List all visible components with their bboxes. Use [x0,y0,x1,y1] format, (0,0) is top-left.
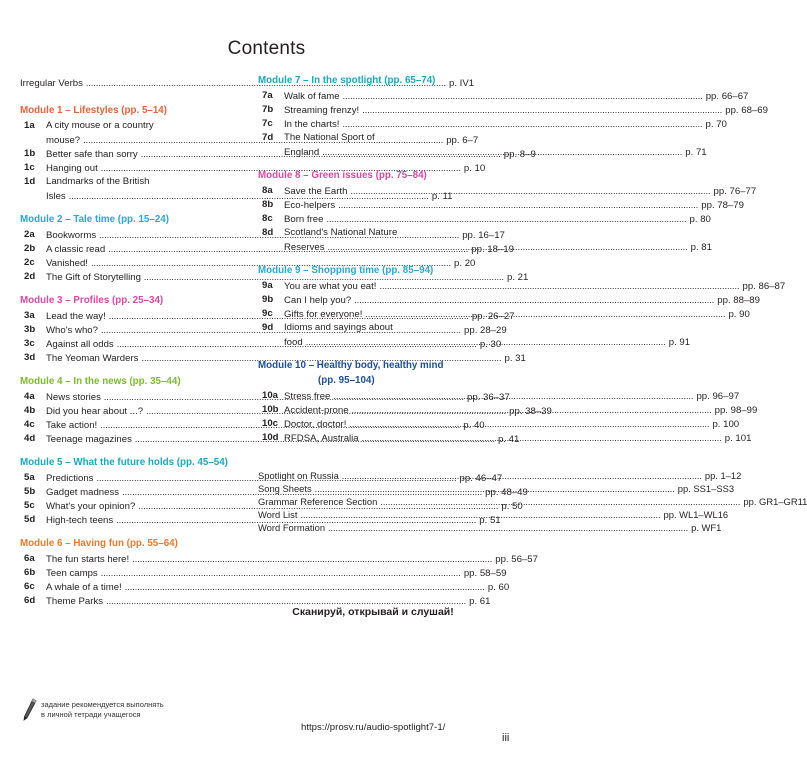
module-heading[interactable] [258,359,484,373]
module-heading[interactable] [20,104,243,118]
entry-title: Grammar Reference Section [258,496,378,507]
unit-number: 2d [24,271,36,282]
unit-title: Landmarks of the British [46,176,150,187]
unit-row[interactable] [20,594,491,608]
unit-page: pp. 98–99 [714,405,758,416]
unit-number: 7c [262,118,273,129]
unit-title: Streaming frenzy! [284,105,360,116]
unit-page: pp. 46–47 [459,473,503,484]
module-heading[interactable] [20,375,243,389]
module-heading-continued: (pp. 95–104) [318,375,375,386]
footnote [20,697,164,723]
unit-page: p. 40 [463,420,485,431]
unit-title: food [284,337,303,348]
module-heading-text: Module 2 – Tale time (pp. 15–24) [20,214,169,225]
unit-title: Bookworms [46,230,97,241]
unit-page: p. 20 [454,258,476,269]
unit-title: You are what you eat! [284,281,377,292]
entry-title: Word Formation [258,522,326,533]
unit-number: 5a [24,472,35,483]
leader-dots [365,307,725,321]
unit-title: Scotland's National Nature [284,227,398,238]
unit-page: pp. 68–69 [725,105,768,116]
footnote-line: задание рекомендуется выполнять [41,700,164,709]
entry-page: pp. GR1–GR11 [743,496,807,507]
unit-number: 3b [24,324,36,335]
unit-row[interactable] [258,417,740,431]
unit-row[interactable] [258,184,757,198]
unit-number: 8a [262,185,273,196]
module-heading[interactable] [20,537,243,551]
unit-row[interactable] [258,212,711,226]
unit-number: 7d [262,132,274,143]
module-heading-text: Module 8 – Green issues (pp. 75–84) [258,170,427,181]
entry-title: Song Sheets [258,483,312,494]
reference-row[interactable] [258,521,722,534]
unit-row[interactable] [258,89,749,103]
module-heading-text: Module 6 – Having fun (pp. 55–64) [20,538,178,549]
unit-title: Gifts for everyone! [284,309,363,320]
leader-dots [350,184,710,198]
unit-title: RFDSA, Australia [284,433,359,444]
entry-page: pp. 1–12 [704,470,742,481]
unit-page: pp. 26–27 [471,311,515,322]
unit-page: pp. 56–57 [495,554,538,565]
leader-dots [342,117,702,131]
unit-number: 1a [24,120,35,131]
unit-number: 2c [24,257,35,268]
unit-title: mouse? [46,135,81,146]
leader-dots [322,145,682,159]
unit-page: pp. 48–49 [485,487,528,498]
unit-title: Doctor, doctor! [284,419,347,430]
unit-title: Better safe than sorry [46,149,138,160]
module-heading[interactable] [20,456,243,470]
unit-title: Born free [284,214,324,225]
unit-page: pp. 78–79 [701,200,744,211]
unit-title: Take action! [46,420,98,431]
leader-dots [354,293,714,307]
entry-page: p. IV1 [449,78,475,89]
unit-number: 9a [262,280,273,291]
unit-title: Walk of fame [284,91,340,102]
unit-row[interactable] [258,279,786,293]
leader-dots [306,335,666,349]
unit-title: The fun starts here! [46,554,130,565]
module-heading[interactable] [20,213,243,227]
unit-page: p. 50 [501,501,523,512]
unit-title: Hanging out [46,163,98,174]
leader-dots [362,103,722,117]
unit-row[interactable] [258,103,768,117]
unit-number: 8d [262,227,274,238]
unit-page: p. 30 [479,339,502,350]
unit-number: 5c [24,500,35,511]
unit-page: pp. 8–9 [503,149,536,160]
unit-title: A city mouse or a country [46,120,154,131]
unit-row[interactable] [258,198,744,212]
unit-number: 3c [24,338,35,349]
scan-instruction: Сканируй, открывай и слушай! [292,606,454,618]
leader-dots [132,552,492,566]
leader-dots [349,417,709,431]
unit-row[interactable] [20,351,526,365]
module-heading-text: Module 7 – In the spotlight (pp. 65–74) [258,75,436,86]
unit-number: 5d [24,514,36,525]
module-heading[interactable] [20,294,243,308]
leader-dots [300,509,660,522]
unit-number: 8c [262,213,273,224]
entry-page: pp. WL1–WL16 [663,509,729,520]
leader-dots [362,431,722,445]
unit-number: 3d [24,352,36,363]
unit-title: Gadget madness [46,487,120,498]
unit-number: 4a [24,391,35,402]
unit-page: pp. 36–37 [467,392,510,403]
unit-page: p. 81 [690,242,712,253]
leader-dots [101,566,461,580]
unit-number: 4c [24,419,35,430]
unit-row[interactable] [20,580,510,594]
leader-dots [343,89,703,103]
module-heading-text: Module 3 – Profiles (pp. 25–34) [20,295,164,306]
unit-number: 8b [262,199,274,210]
unit-title: Vanished! [46,258,88,269]
module-heading-text: Module 9 – Shopping time (pp. 85–94) [258,265,434,276]
leader-dots [333,389,693,403]
unit-page: p. 60 [487,582,510,593]
leader-dots [328,240,688,254]
unit-number: 9d [262,322,274,333]
leader-dots [328,522,688,535]
unit-number: 10b [262,404,279,415]
unit-title: A classic read [46,244,106,255]
unit-row[interactable] [258,293,760,307]
unit-number: 9c [262,308,273,319]
unit-title: Can I help you? [284,295,352,306]
unit-page: pp. 18–19 [471,244,514,255]
unit-page: pp. 88–89 [717,295,760,306]
unit-title: The National Sport of [284,132,375,143]
unit-row[interactable] [20,552,538,566]
unit-title: Eco-helpers [284,200,336,211]
unit-page: p. 71 [685,147,707,158]
unit-number: 7a [262,90,273,101]
unit-number: 1b [24,148,36,159]
entry-page: pp. SS1–SS3 [677,483,735,494]
module-heading-text: Module 5 – What the future holds (pp. 45–54) [20,457,228,468]
unit-number: 4b [24,405,36,416]
unit-page: p. 41 [497,434,520,445]
unit-number: 5b [24,486,36,497]
unit-title: Teen camps [46,568,98,579]
unit-row[interactable] [20,256,476,270]
unit-page: pp. 16–17 [462,230,505,241]
unit-page: p. 31 [504,353,526,364]
entry-page: p. WF1 [691,522,722,533]
module-section [20,537,538,608]
module-heading-text: Module 4 – In the news (pp. 35–44) [20,376,181,387]
module-heading[interactable] [258,264,484,278]
leader-dots [352,403,712,417]
unit-page: pp. 66–67 [705,91,749,102]
unit-title: Against all odds [46,339,114,350]
unit-title: Isles [46,191,66,202]
unit-page: pp. 6–7 [446,135,479,146]
unit-title: News stories [46,392,101,403]
unit-title: What's your opinion? [46,501,136,512]
unit-title: In the charts! [284,119,340,130]
unit-title: High-tech teens [46,515,114,526]
module-heading-text: Module 10 – Healthy body, healthy mind [258,360,444,371]
pencil-icon [20,697,38,723]
unit-title: Did you hear about ...? [46,406,144,417]
unit-number: 2b [24,243,36,254]
unit-title: England [284,147,320,158]
audio-url[interactable]: https://prosv.ru/audio-spotlight7-1/ [301,722,446,733]
leader-dots [342,470,702,483]
unit-title: Save the Earth [284,186,348,197]
unit-title: Predictions [46,473,94,484]
leader-dots [379,279,739,293]
unit-title: The Gift of Storytelling [46,272,141,283]
footnote-line: в личной тетради учащегося [41,710,141,719]
unit-page: pp. 38–39 [509,406,552,417]
unit-page: p. 70 [705,119,727,130]
unit-page: pp. 86–87 [742,281,786,292]
leader-dots [326,212,686,226]
entry-title: Word List [258,509,298,520]
unit-page: p. 100 [712,419,740,430]
module-heading-text: Module 1 – Lifestyles (pp. 5–14) [20,105,167,116]
leader-dots [338,198,698,212]
unit-number: 10a [262,390,279,401]
unit-page: p. 21 [507,272,529,283]
unit-number: 6c [24,581,35,592]
page-title: Contents [227,38,306,59]
unit-page: p. 91 [668,337,691,348]
unit-title: The Yeoman Warders [46,353,139,364]
unit-title: Reserves [284,242,325,253]
unit-title: Accident-prone [284,405,349,416]
unit-page: pp. 58–59 [463,568,507,579]
entry-title: Irregular Verbs [20,78,83,89]
unit-page: p. 51 [479,515,501,526]
module-heading[interactable] [258,169,484,183]
unit-number: 1c [24,162,35,173]
module-heading[interactable] [258,74,484,88]
unit-number: 6b [24,567,36,578]
entry-title: Spotlight on Russia [258,470,339,481]
unit-page: pp. 96–97 [696,391,740,402]
unit-number: 4d [24,433,36,444]
unit-page: pp. 28–29 [464,325,507,336]
unit-title: Lead the way! [46,311,106,322]
unit-row[interactable] [258,117,727,131]
unit-title: Stress free [284,391,331,402]
unit-page: pp. 76–77 [713,186,757,197]
leader-dots [125,580,485,594]
unit-number: 7b [262,104,274,115]
unit-page: p. 61 [469,596,491,607]
unit-title: Theme Parks [46,596,104,607]
unit-title: Teenage magazines [46,434,132,445]
unit-number: 6d [24,595,36,606]
unit-page: p. 90 [728,309,750,320]
unit-page: p. 11 [431,191,453,202]
unit-page: p. 80 [689,214,711,225]
unit-page: p. 101 [724,433,752,444]
unit-number: 9b [262,294,274,305]
unit-page: p. 10 [463,163,486,174]
unit-row[interactable] [20,161,486,175]
unit-number: 1d [24,176,36,187]
unit-number: 10d [262,432,279,443]
unit-number: 2a [24,229,35,240]
unit-title: Idioms and sayings about [284,322,393,333]
unit-number: 10c [262,418,279,429]
unit-title: Who's who? [46,325,98,336]
page-number: iii [502,732,510,744]
unit-row[interactable] [20,566,507,580]
unit-number: 3a [24,310,35,321]
unit-number: 6a [24,553,35,564]
unit-title: A whale of a time! [46,582,122,593]
